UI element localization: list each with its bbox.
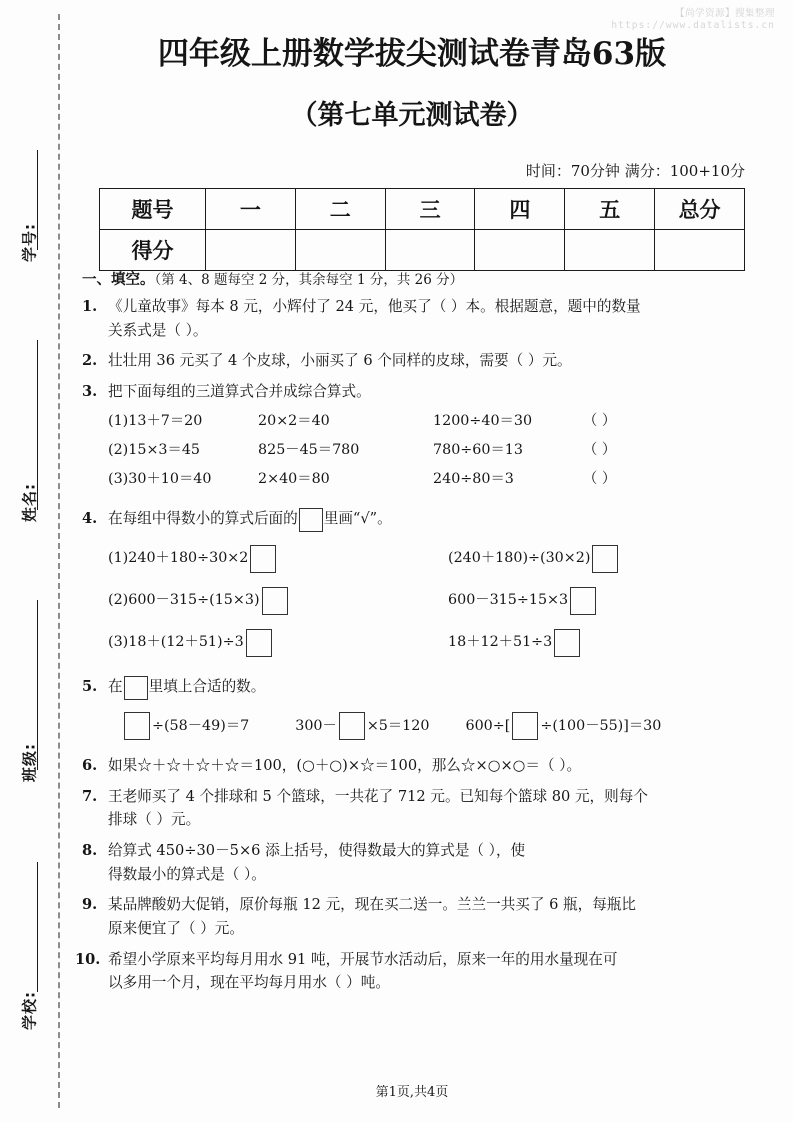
score-table-col-3: 三 xyxy=(385,189,475,230)
question-text-line: 希望小学原来平均每月用水 91 吨，开展节水活动后，原来一年的用水量现在可 xyxy=(108,950,618,968)
question-8 xyxy=(62,839,762,886)
expression-third: 1200÷40＝30 xyxy=(433,412,533,429)
answer-checkbox[interactable] xyxy=(592,545,618,573)
seal-rule-school xyxy=(37,862,38,992)
checkbox-option-right: (240＋180)÷(30×2) xyxy=(448,545,620,573)
question-text-line xyxy=(108,675,762,699)
answer-checkbox[interactable] xyxy=(554,629,580,657)
table-row xyxy=(100,230,745,271)
expression-answer-blank[interactable]: （ ） xyxy=(583,412,617,429)
question-4 xyxy=(62,507,762,657)
question-text-line: 把下面每组的三道算式合并成综合算式。 xyxy=(108,382,371,400)
exam-meta: 时间：70分钟 满分：100+10分 xyxy=(525,162,745,180)
sealing-margin-strip xyxy=(0,0,62,1122)
checkbox-row-3 xyxy=(108,629,762,657)
question-number: 1. xyxy=(82,298,98,315)
question-3 xyxy=(62,380,762,491)
page-subtitle: （第七单元测试卷） xyxy=(290,100,534,131)
page-footer: 第1页,共4页 xyxy=(375,1085,449,1100)
expression-answer-blank[interactable]: （ ） xyxy=(583,470,617,487)
expression-label-and-first: (2)15×3＝45 xyxy=(108,441,201,458)
question-text-line: 排球（ ）元。 xyxy=(108,811,201,829)
question-1 xyxy=(62,295,762,342)
answer-checkbox[interactable] xyxy=(262,587,288,615)
answer-checkbox[interactable] xyxy=(250,545,276,573)
section-points: （第 4、8 题每空 2 分，其余每空 1 分，共 26 分） xyxy=(154,272,464,288)
answer-checkbox[interactable] xyxy=(570,587,596,615)
watermark-url-line: https://www.datalists.cn xyxy=(611,19,775,31)
question-10 xyxy=(62,948,762,995)
question-9 xyxy=(62,893,762,940)
answer-box[interactable] xyxy=(339,712,365,740)
question-text-line: 得数最小的算式是（ ）。 xyxy=(108,865,266,883)
fill-in-row xyxy=(108,712,762,740)
question-number: 4. xyxy=(82,510,98,528)
question-number: 3. xyxy=(82,382,98,400)
question-text-line: 给算式 450÷30－5×6 添上括号，使得数最大的算式是（ ），使 xyxy=(108,841,526,859)
section-heading xyxy=(82,268,762,289)
expression-second: 20×2＝40 xyxy=(258,412,330,429)
question-text-line: 《儿童故事》每本 8 元，小辉付了 24 元，他买了（ ）本。根据题意，题中的数量 xyxy=(108,298,641,315)
page-title: 四年级上册数学拔尖测试卷青岛63版 xyxy=(157,36,667,72)
question-number: 7. xyxy=(82,787,98,805)
expression-row-3 xyxy=(108,468,762,491)
expression-second: 2×40＝80 xyxy=(258,470,330,487)
score-cell-2[interactable] xyxy=(295,230,385,271)
question-6 xyxy=(62,754,762,778)
question-text-line: 以多用一个月，现在平均每月用水（ ）吨。 xyxy=(108,974,390,992)
checkbox-option-left: (1) 240＋180÷30×2 xyxy=(108,545,448,573)
question-number: 6. xyxy=(82,757,98,775)
checkbox-row-1 xyxy=(108,545,762,573)
fill-item-3: 600÷[ ÷(100－55)]＝30 xyxy=(465,712,661,740)
score-cell-5[interactable] xyxy=(565,230,655,271)
score-cell-3[interactable] xyxy=(385,230,475,271)
question-text-line: 某品牌酸奶大促销，原价每瓶 12 元，现在买二送一。兰兰一共买了 6 瓶，每瓶比 xyxy=(108,896,637,914)
question-tail-text: 里画“√”。 xyxy=(323,510,392,528)
answer-box[interactable] xyxy=(124,712,150,740)
seal-label-student-id: 学号: xyxy=(20,223,39,262)
expression-third: 780÷60＝13 xyxy=(433,441,523,458)
exam-content xyxy=(62,268,762,1002)
question-number: 5. xyxy=(82,678,98,696)
score-table-col-4: 四 xyxy=(475,189,565,230)
checkbox-option-right: 600－315÷15×3 xyxy=(448,587,598,615)
score-table-col-5: 五 xyxy=(565,189,655,230)
question-lead-text: 在 xyxy=(108,678,123,696)
score-table-row-header: 得分 xyxy=(100,230,206,271)
checkbox-option-left: (3) 18＋(12＋51)÷3 xyxy=(108,629,448,657)
watermark-source-line: 【尚学资源】搜集整理 xyxy=(674,8,775,19)
question-number: 10. xyxy=(75,950,101,968)
expression-row-1 xyxy=(108,410,762,433)
score-cell-1[interactable] xyxy=(206,230,296,271)
checkbox-row-2 xyxy=(108,587,762,615)
seal-label-name: 姓名: xyxy=(20,483,39,522)
fill-item-2: 300－ ×5＝120 xyxy=(295,712,429,740)
expression-answer-blank[interactable]: （ ） xyxy=(583,441,617,458)
expression-second: 825－45＝780 xyxy=(258,441,360,458)
answer-checkbox[interactable] xyxy=(299,508,323,532)
answer-box[interactable] xyxy=(512,712,538,740)
question-text-line: 如果☆＋☆＋☆＋☆＝100，(○＋○)×☆＝100，那么☆×○×○＝（ ）。 xyxy=(108,757,582,775)
seal-label-school: 学校: xyxy=(20,991,39,1030)
score-table-col-total: 总分 xyxy=(655,189,745,230)
fill-item-1: ÷(58－49)＝7 xyxy=(122,712,249,740)
question-tail-text: 里填上合适的数。 xyxy=(148,678,266,696)
question-text-line xyxy=(108,507,762,531)
expression-label-and-first: (1)13＋7＝20 xyxy=(108,412,203,429)
table-row xyxy=(100,189,745,230)
expression-third: 240÷80＝3 xyxy=(433,470,514,487)
question-2 xyxy=(62,349,762,373)
seal-label-class: 班级: xyxy=(20,743,39,782)
question-text-line: 王老师买了 4 个排球和 5 个篮球，一共花了 712 元。已知每个篮球 80 元，则每个 xyxy=(108,787,648,805)
score-table-col-1: 一 xyxy=(206,189,296,230)
question-number: 8. xyxy=(82,841,98,859)
score-cell-total[interactable] xyxy=(655,230,745,271)
question-text-line: 原来便宜了（ ）元。 xyxy=(108,919,244,937)
checkbox-option-right: 18＋12＋51÷3 xyxy=(448,629,582,657)
score-table xyxy=(99,188,745,271)
question-number: 9. xyxy=(82,896,98,914)
checkbox-option-left: (2) 600－315÷(15×3) xyxy=(108,587,448,615)
section-label: 一、填空。 xyxy=(82,271,155,288)
seal-dashed-line xyxy=(58,14,60,1108)
question-lead-text: 在每组中得数小的算式后面的 xyxy=(108,510,298,528)
answer-checkbox[interactable] xyxy=(246,629,272,657)
question-text-line: 关系式是（ ）。 xyxy=(108,321,208,339)
question-text-line: 壮壮用 36 元买了 4 个皮球，小丽买了 6 个同样的皮球，需要（ ）元。 xyxy=(108,352,572,370)
answer-box[interactable] xyxy=(124,676,148,700)
expression-label-and-first: (3)30＋10＝40 xyxy=(108,470,212,487)
question-7 xyxy=(62,785,762,832)
expression-row-2 xyxy=(108,439,762,462)
question-5 xyxy=(62,675,762,740)
question-number: 2. xyxy=(82,352,98,370)
score-table-col-2: 二 xyxy=(295,189,385,230)
score-table-row-header: 题号 xyxy=(100,189,206,230)
score-cell-4[interactable] xyxy=(475,230,565,271)
